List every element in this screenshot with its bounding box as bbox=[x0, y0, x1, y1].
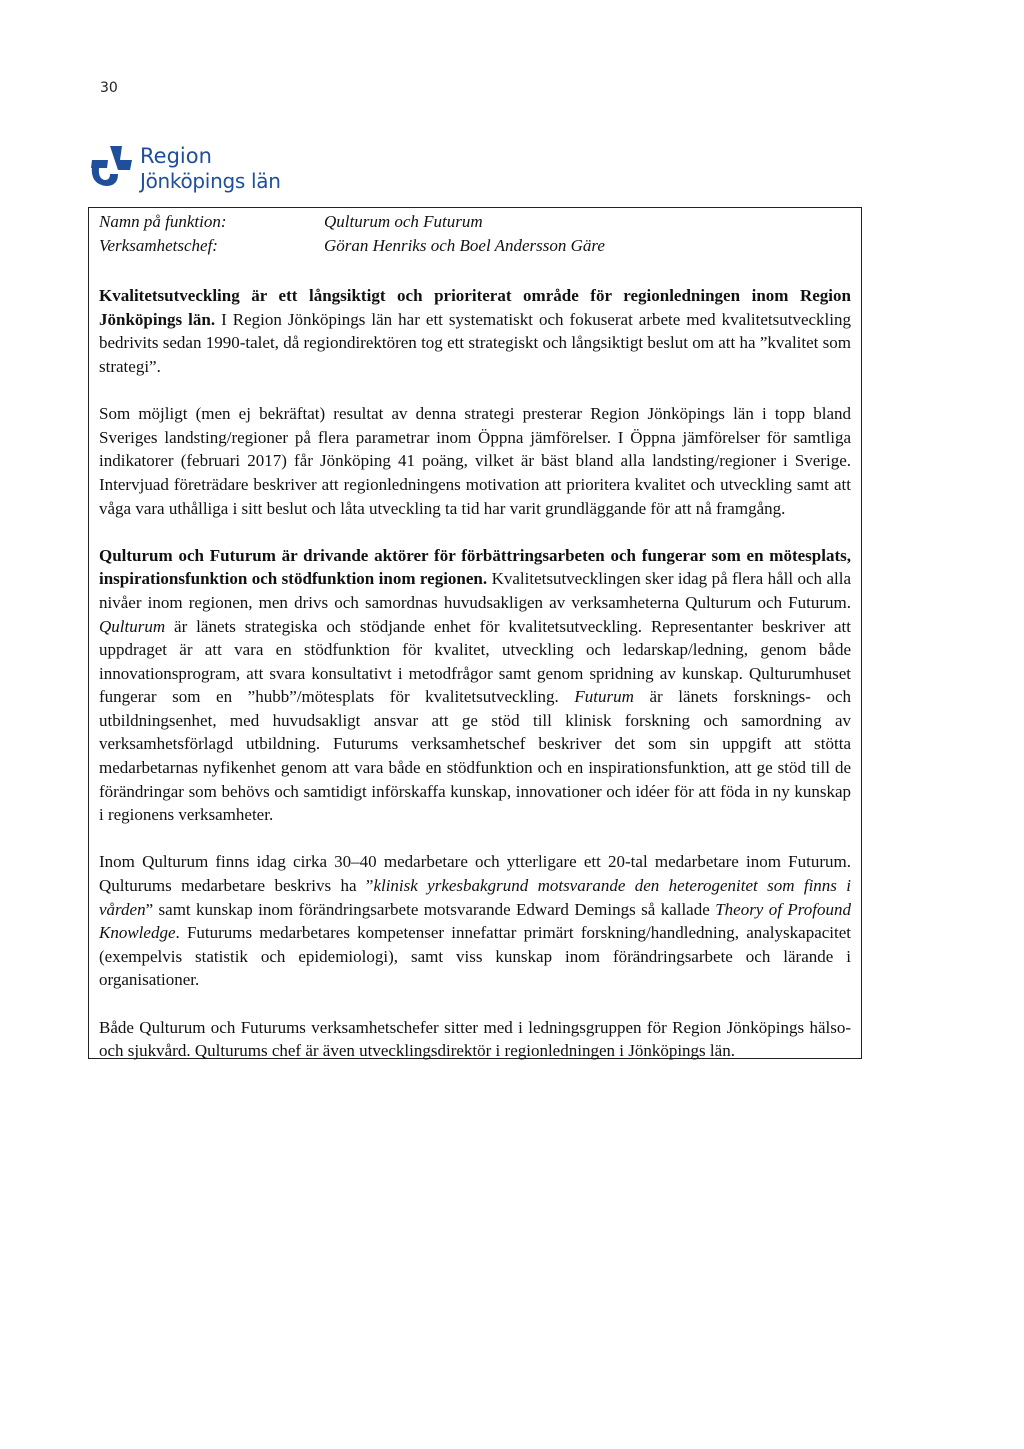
manager-label: Verksamhetschef: bbox=[99, 235, 218, 255]
paragraph-1-body: I Region Jönköpings län har ett systematiskt och fokuserat arbete med kvalitetsutveckling bedrivits sedan 1990-talet, då regiondirektören tog ett strategiskt och långsiktigt beslut om att ha ”kvalitet som strategi”. bbox=[99, 309, 851, 376]
paragraph-4 bbox=[99, 850, 851, 992]
region-logo bbox=[88, 140, 288, 200]
meta-header bbox=[99, 210, 851, 257]
paragraph-3-body-a: Kvalitetsutvecklingen sker idag på flera håll och alla nivåer inom regionen, men drivs och samordnas huvudsakligen av verksamheterna Qulturum och Futurum. bbox=[99, 569, 852, 612]
paragraph-3-qulturum: Qulturum bbox=[99, 616, 166, 636]
paragraph-3-body-c: är länets forsknings- och utbildningsenhet, med huvudsakligt ansvar att ge stöd till klinisk forskning och samordning av verksamhetsförlagd utbildning. Futurums verksamhetschef beskriver det som sin uppgift att stötta medarbetarnas nyfikenhet genom att vara både en stödfunktion och en inspirationsfunktion, att ge stöd till de förändringar som behövs och samtidigt införskaffa kunskap, innovationer och idéer för att föda in ny kunskap i regionens verksamheter. bbox=[99, 687, 852, 825]
region-cross-icon bbox=[88, 144, 134, 192]
paragraph-3-lead: Qulturum och Futurum är drivande aktörer för förbättringsarbeten och fungerar som en mötesplats, inspirationsfunktion och stödfunktion inom regionen. bbox=[99, 545, 851, 589]
paragraph-3-futurum: Futurum bbox=[574, 687, 634, 707]
function-value: Qulturum och Futurum bbox=[324, 212, 483, 231]
paragraph-4-theory: Theory of Profound Knowledge bbox=[99, 899, 851, 943]
paragraph-4-body-a: Inom Qulturum finns idag cirka 30–40 medarbetare och ytterligare ett 20-tal medarbetare inom Futurum. Qulturums medarbetare beskrivs ha ” bbox=[99, 852, 851, 896]
manager-value: Göran Henriks och Boel Andersson Gäre bbox=[324, 235, 605, 255]
paragraph-2: Som möjligt (men ej bekräftat) resultat av denna strategi presterar Region Jönköpings län i topp bland Sveriges landsting/regioner på flera parametrar inom Öppna jämförelser. I Öppna jämförelser för samtliga indikatorer (februari 2017) får Jönköping 41 poäng, vilket är bäst bland alla landsting/regioner i Sverige. Intervjuad företrädare beskriver att regionledningens motivation att prioritera kvalitet och utveckling samt att våga vara uthålliga i sitt beslut och låta utveckling ta tid har varit grundläggande för att nå framgång. bbox=[99, 404, 851, 518]
logo-line-county: Jönköpings län bbox=[140, 169, 281, 193]
paragraph-3-body-b: är länets strategiska och stödjande enhet för kvalitetsutveckling. Representanter beskriver att uppdraget är att vara en stödfunktion för kvalitet, utveckling och ledarskap/ledning, genom både innovationsprogram, att svara konsultativt i metodfrågor samt genom spridning av kunskap. Qulturumhuset fungerar som en ”hubb”/mötesplats för kvalitetsutveckling. bbox=[99, 616, 851, 707]
logo-line-region: Region bbox=[140, 144, 212, 168]
paragraph-4-quote: klinisk yrkesbakgrund motsvarande den heterogenitet som finns i vården bbox=[99, 876, 851, 919]
paragraph-4-body-b: ” samt kunskap inom förändringsarbete motsvarande Edward Demings så kallade bbox=[145, 899, 716, 919]
paragraph-1 bbox=[99, 284, 851, 378]
content-box bbox=[88, 207, 862, 1059]
page-number: 30 bbox=[100, 80, 118, 96]
paragraph-1-lead: Kvalitetsutveckling är ett långsiktigt och prioriterat område för regionledningen inom Region Jönköpings län. bbox=[99, 286, 851, 329]
paragraph-4-body-c: . Futurums medarbetares kompetenser innefattar primärt forskning/handledning, analyskapacitet (exempelvis statistik och epidemiologi), samt viss kunskap inom förändringsarbete och lärande i organisationer. bbox=[99, 923, 851, 990]
paragraph-5: Både Qulturum och Futurums verksamhetschefer sitter med i ledningsgruppen för Region Jönköpings hälso- och sjukvård. Qulturums chef är även utvecklingsdirektör i regionledningen i Jönköpings län. bbox=[99, 1017, 851, 1061]
function-label: Namn på funktion: bbox=[99, 212, 227, 231]
paragraph-3 bbox=[99, 544, 851, 827]
